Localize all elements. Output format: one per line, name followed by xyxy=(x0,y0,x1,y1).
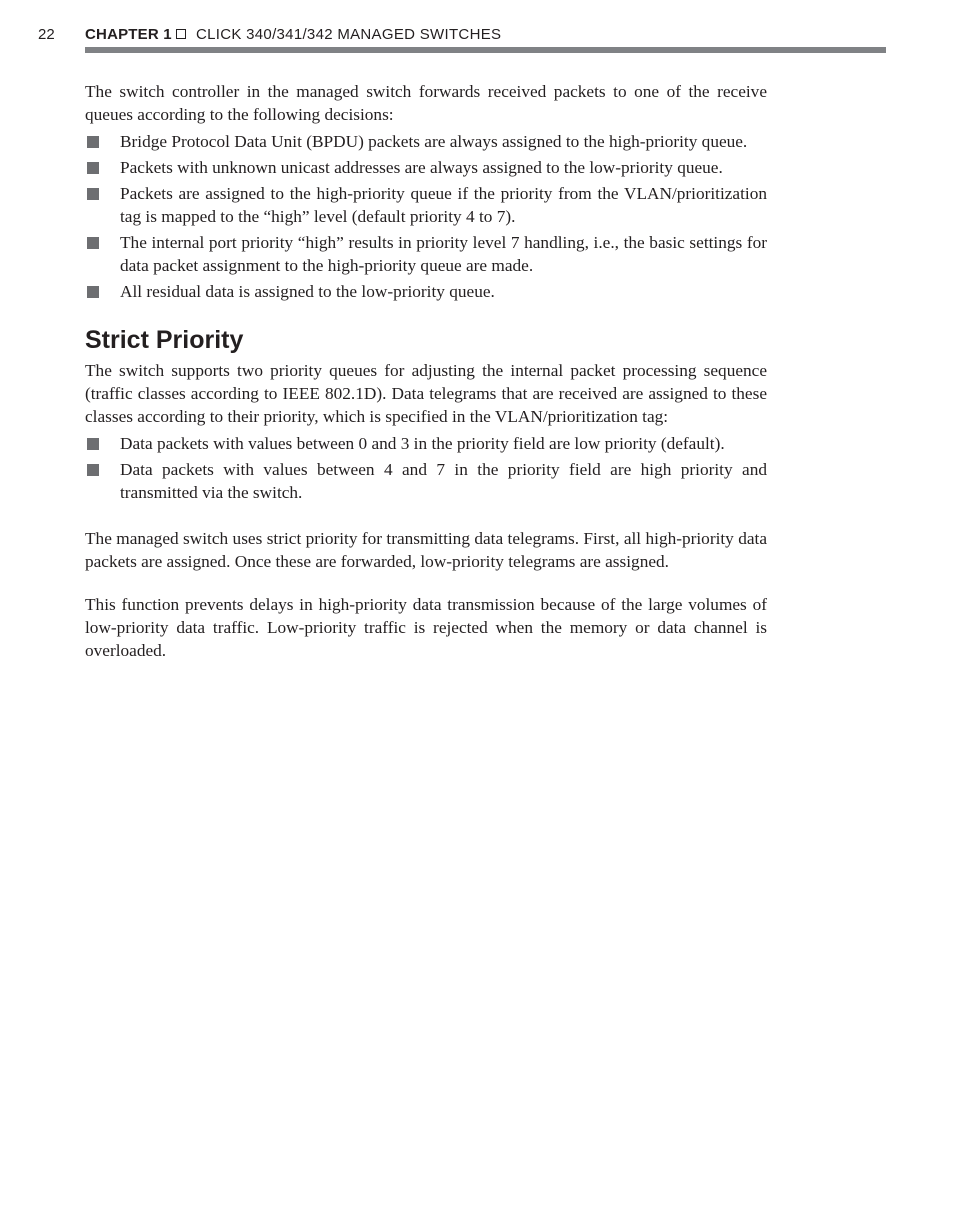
list-item xyxy=(85,130,767,153)
queue-decision-list xyxy=(85,130,767,303)
header-rule xyxy=(85,47,886,53)
priority-value-list xyxy=(85,432,767,504)
list-item xyxy=(85,458,767,504)
square-bullet-icon xyxy=(87,464,99,476)
page-body xyxy=(85,80,767,662)
square-bullet-icon xyxy=(87,237,99,249)
square-bullet-icon xyxy=(87,188,99,200)
transmission-paragraph: The managed switch uses strict priority for transmitting data telegrams. First, all high-priority data packets are assigned. Once these are forwarded, low-priority telegrams are assigned. xyxy=(85,529,767,571)
intro-paragraph: The switch controller in the managed switch forwards received packets to one of the receive queues according to the following decisions: xyxy=(85,82,767,124)
list-item xyxy=(85,156,767,179)
square-bullet-icon xyxy=(87,162,99,174)
list-item-text: Packets are assigned to the high-priority queue if the priority from the VLAN/prioritization tag is mapped to the “high” level (default priority 4 to 7). xyxy=(120,184,767,226)
list-item xyxy=(85,432,767,455)
section-heading: Strict Priority xyxy=(85,326,244,354)
list-item-text: Data packets with values between 0 and 3 in the priority field are low priority (default). xyxy=(120,434,725,453)
chapter-title: CLICK 340/341/342 MANAGED SWITCHES xyxy=(196,26,502,43)
square-bullet-icon xyxy=(87,438,99,450)
list-item-text: The internal port priority “high” results in priority level 7 handling, i.e., the basic settings for data packet assignment to the high-priority queue are made. xyxy=(120,233,767,275)
chapter-label: CHAPTER 1 xyxy=(85,26,172,43)
list-item xyxy=(85,182,767,228)
list-item-text: Bridge Protocol Data Unit (BPDU) packets are always assigned to the high-priority queue. xyxy=(120,132,748,151)
list-item xyxy=(85,231,767,277)
square-bullet-icon xyxy=(87,136,99,148)
delay-prevention-paragraph: This function prevents delays in high-priority data transmission because of the large volumes of low-priority data traffic. Low-priority traffic is rejected when the memory or data channel is overloaded. xyxy=(85,595,767,660)
strict-priority-paragraph: The switch supports two priority queues for adjusting the internal packet processing sequence (traffic classes according to IEEE 802.1D). Data telegrams that are received are assigned to these classes according to their priority, which is specified in the VLAN/prioritization tag: xyxy=(85,361,767,426)
square-separator-icon xyxy=(176,29,186,39)
list-item-text: All residual data is assigned to the low-priority queue. xyxy=(120,282,495,301)
running-header xyxy=(0,0,954,60)
list-item xyxy=(85,280,767,303)
list-item-text: Data packets with values between 4 and 7 in the priority field are high priority and transmitted via the switch. xyxy=(120,460,767,502)
list-item-text: Packets with unknown unicast addresses are always assigned to the low-priority queue. xyxy=(120,158,723,177)
square-bullet-icon xyxy=(87,286,99,298)
page-number: 22 xyxy=(38,26,55,43)
